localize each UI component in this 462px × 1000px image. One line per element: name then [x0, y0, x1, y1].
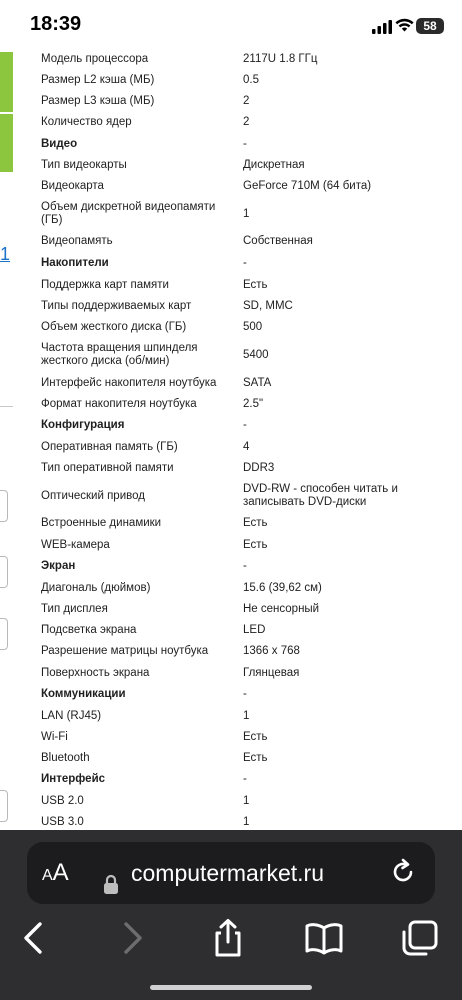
spec-key: Конфигурация — [41, 418, 125, 431]
status-time: 18:39 — [30, 13, 82, 35]
spec-key: Тип оперативной памяти — [41, 461, 174, 474]
sidebar-input-edge[interactable] — [0, 618, 8, 650]
green-banner-top — [0, 52, 13, 112]
browser-chrome — [0, 830, 462, 1000]
spec-value: 2 — [243, 115, 250, 128]
spec-value: 1 — [243, 207, 250, 220]
spec-key: Тип видеокарты — [41, 158, 127, 171]
address-bar[interactable] — [27, 842, 435, 904]
spec-key: USB 2.0 — [41, 794, 84, 807]
spec-key: Поддержка карт памяти — [41, 278, 169, 291]
spec-value: Есть — [243, 278, 268, 291]
lock-icon — [103, 874, 119, 894]
spec-value: Собственная — [243, 234, 313, 247]
spec-value: 1 — [243, 815, 250, 828]
spec-key: USB 3.0 — [41, 815, 84, 828]
spec-value: 15.6 (39,62 см) — [243, 581, 322, 594]
spec-value: 5400 — [243, 348, 269, 361]
sidebar-input-edge[interactable] — [0, 490, 8, 522]
spec-key: Wi-Fi — [41, 730, 68, 743]
spec-value: - — [243, 687, 247, 700]
spec-key: LAN (RJ45) — [41, 709, 102, 722]
spec-key: Тип дисплея — [41, 602, 108, 615]
spec-key: Видеопамять — [41, 234, 113, 247]
spec-value: Есть — [243, 538, 268, 551]
aa-small-letter: A — [42, 867, 53, 884]
spec-key: Подсветка экрана — [41, 623, 137, 636]
spec-key: Объем жесткого диска (ГБ) — [41, 320, 187, 333]
spec-value: 1366 x 768 — [243, 644, 300, 657]
spec-key: Bluetooth — [41, 751, 90, 764]
spec-value: - — [243, 137, 247, 150]
spec-key: Типы поддерживаемых карт — [41, 299, 192, 312]
spec-value: 0.5 — [243, 73, 259, 86]
spec-key: Накопители — [41, 256, 109, 269]
divider — [0, 406, 13, 407]
spec-key: Частота вращения шпинделя жесткого диска (об/мин) — [41, 342, 198, 367]
spec-key: Оперативная память (ГБ) — [41, 440, 178, 453]
spec-value: GeForce 710M (64 бита) — [243, 179, 372, 192]
spec-key: Видео — [41, 137, 78, 150]
spec-value: 2117U 1.8 ГГц — [243, 52, 318, 65]
spec-key: Размер L3 кэша (МБ) — [41, 94, 155, 107]
spec-value: SD, MMC — [243, 299, 293, 312]
spec-value: - — [243, 559, 247, 572]
spec-value: Не сенсорный — [243, 602, 320, 615]
sidebar-input-edge[interactable] — [0, 790, 8, 822]
sidebar-input-edge[interactable] — [0, 556, 8, 588]
spec-key: Интерфейс накопителя ноутбука — [41, 376, 217, 389]
spec-key: Интерфейс — [41, 772, 106, 785]
spec-value: Дискретная — [243, 158, 305, 171]
spec-key: Диагональ (дюймов) — [41, 581, 151, 594]
spec-key: Коммуникации — [41, 687, 126, 700]
spec-key: Формат накопителя ноутбука — [41, 397, 197, 410]
spec-key: WEB-камера — [41, 538, 110, 551]
cellular-signal-icon — [372, 20, 392, 34]
bookmarks-icon[interactable] — [304, 918, 344, 958]
spec-value: - — [243, 256, 247, 269]
reload-icon[interactable] — [389, 858, 417, 886]
green-banner-bottom — [0, 114, 13, 172]
aa-large-letter: A — [52, 859, 69, 886]
spec-value: 2 — [243, 94, 250, 107]
spec-value: 2.5" — [243, 397, 264, 410]
spec-value: SATA — [243, 376, 272, 389]
spec-key: Поверхность экрана — [41, 666, 150, 679]
spec-value: 4 — [243, 440, 250, 453]
spec-key: Встроенные динамики — [41, 516, 162, 529]
spec-key: Количество ядер — [41, 115, 132, 128]
back-arrow-icon[interactable] — [14, 918, 54, 958]
spec-key: Модель процессора — [41, 52, 149, 65]
url-text[interactable]: computermarket.ru — [131, 860, 325, 886]
status-icons — [372, 16, 444, 36]
spec-value: DDR3 — [243, 461, 275, 474]
spec-key: Экран — [41, 559, 76, 572]
reader-settings-button[interactable] — [42, 859, 76, 887]
spec-value: Есть — [243, 751, 268, 764]
battery-icon: 58 — [416, 18, 444, 34]
wifi-icon — [395, 18, 414, 33]
sidebar-link-digit[interactable]: 1 — [0, 244, 11, 264]
forward-arrow-icon[interactable] — [112, 918, 152, 958]
spec-key: Видеокарта — [41, 179, 104, 192]
status-bar — [0, 0, 462, 48]
spec-value: - — [243, 772, 247, 785]
home-indicator — [150, 985, 312, 990]
spec-value: Есть — [243, 730, 268, 743]
spec-value: 1 — [243, 794, 250, 807]
spec-value: - — [243, 418, 247, 431]
spec-key: Размер L2 кэша (МБ) — [41, 73, 155, 86]
share-icon[interactable] — [208, 918, 248, 958]
spec-key: Оптический привод — [41, 489, 145, 502]
spec-value: 1 — [243, 709, 250, 722]
spec-value: 500 — [243, 320, 263, 333]
spec-value: Глянцевая — [243, 666, 300, 679]
tabs-icon[interactable] — [400, 918, 440, 958]
spec-value: Есть — [243, 516, 268, 529]
spec-key: Разрешение матрицы ноутбука — [41, 644, 209, 657]
spec-key: Объем дискретной видеопамяти (ГБ) — [41, 201, 216, 226]
spec-value: DVD-RW - способен читать и записывать DVD-диски — [243, 483, 398, 508]
spec-value: LED — [243, 623, 266, 636]
page-left-edge — [0, 48, 14, 838]
